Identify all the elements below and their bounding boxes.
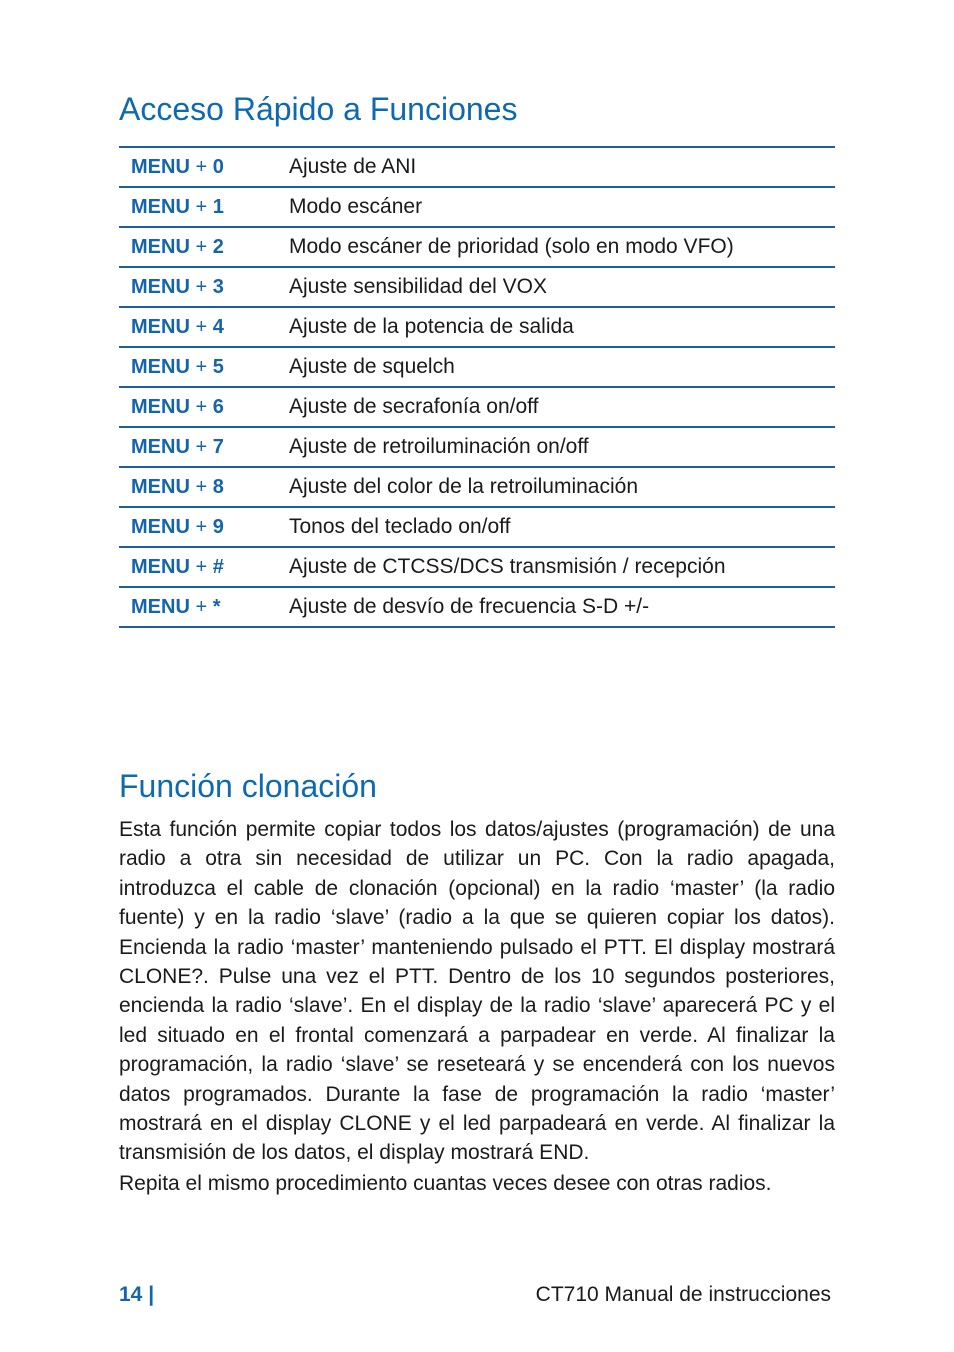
key-number: 5 bbox=[212, 355, 224, 378]
menu-key-label: MENU bbox=[131, 275, 190, 298]
shortcut-description: Ajuste sensibilidad del VOX bbox=[289, 275, 547, 298]
menu-key-label: MENU bbox=[131, 235, 190, 258]
quick-access-title: Acceso Rápido a Funciones bbox=[119, 91, 518, 127]
shortcut-description: Modo escáner de prioridad (solo en modo VFO) bbox=[289, 235, 734, 258]
key-number: 3 bbox=[212, 275, 224, 298]
page-footer bbox=[119, 1283, 835, 1313]
shortcut-key bbox=[119, 596, 278, 619]
plus-sign: + bbox=[189, 355, 213, 378]
key-number: # bbox=[212, 555, 224, 578]
shortcut-row bbox=[119, 548, 835, 588]
shortcut-description: Tonos del teclado on/off bbox=[289, 515, 511, 538]
plus-sign: + bbox=[189, 555, 213, 578]
shortcut-description: Ajuste de la potencia de salida bbox=[289, 315, 574, 338]
shortcut-row bbox=[119, 348, 835, 388]
shortcut-description: Ajuste de secrafonía on/off bbox=[289, 395, 539, 418]
menu-key-label: MENU bbox=[131, 195, 190, 218]
shortcut-key bbox=[119, 276, 278, 299]
menu-key-label: MENU bbox=[131, 155, 190, 178]
shortcut-row bbox=[119, 588, 835, 628]
shortcut-row bbox=[119, 428, 835, 468]
plus-sign: + bbox=[189, 275, 213, 298]
key-number: 1 bbox=[212, 195, 224, 218]
shortcut-description: Ajuste de ANI bbox=[289, 155, 417, 178]
shortcut-row bbox=[119, 468, 835, 508]
shortcut-description: Ajuste del color de la retroiluminación bbox=[289, 475, 639, 498]
shortcut-description: Ajuste de CTCSS/DCS transmisión / recepción bbox=[289, 555, 726, 578]
key-number: * bbox=[212, 595, 221, 618]
menu-key-label: MENU bbox=[131, 355, 190, 378]
shortcut-key bbox=[119, 396, 278, 419]
shortcut-key bbox=[119, 236, 278, 259]
plus-sign: + bbox=[189, 155, 213, 178]
shortcut-key bbox=[119, 476, 278, 499]
menu-key-label: MENU bbox=[131, 435, 190, 458]
plus-sign: + bbox=[189, 435, 213, 458]
key-number: 0 bbox=[212, 155, 224, 178]
shortcut-key bbox=[119, 556, 278, 579]
shortcut-table bbox=[119, 146, 835, 628]
shortcut-row bbox=[119, 268, 835, 308]
shortcut-row bbox=[119, 508, 835, 548]
key-number: 6 bbox=[212, 395, 224, 418]
shortcut-description: Modo escáner bbox=[289, 195, 423, 218]
shortcut-key bbox=[119, 196, 278, 219]
cloning-title: Función clonación bbox=[119, 768, 377, 804]
shortcut-row bbox=[119, 388, 835, 428]
key-number: 9 bbox=[212, 515, 224, 538]
menu-key-label: MENU bbox=[131, 515, 190, 538]
plus-sign: + bbox=[189, 315, 213, 338]
shortcut-row bbox=[119, 228, 835, 268]
shortcut-key bbox=[119, 316, 278, 339]
key-number: 2 bbox=[212, 235, 224, 258]
shortcut-row bbox=[119, 188, 835, 228]
plus-sign: + bbox=[189, 235, 213, 258]
shortcut-row bbox=[119, 148, 835, 188]
shortcut-description: Ajuste de retroiluminación on/off bbox=[289, 435, 589, 458]
plus-sign: + bbox=[189, 195, 213, 218]
manual-name: CT710 Manual de instrucciones bbox=[535, 1283, 831, 1306]
plus-sign: + bbox=[189, 595, 213, 618]
menu-key-label: MENU bbox=[131, 595, 190, 618]
shortcut-key bbox=[119, 156, 278, 179]
shortcut-key bbox=[119, 436, 278, 459]
menu-key-label: MENU bbox=[131, 315, 190, 338]
shortcut-description: Ajuste de desvío de frecuencia S-D +/- bbox=[289, 595, 650, 618]
menu-key-label: MENU bbox=[131, 395, 190, 418]
page-number: 14 | bbox=[119, 1283, 155, 1306]
cloning-closing-line: Repita el mismo procedimiento cuantas veces desee con otras radios. bbox=[119, 1172, 772, 1195]
key-number: 4 bbox=[212, 315, 224, 338]
menu-key-label: MENU bbox=[131, 475, 190, 498]
menu-key-label: MENU bbox=[131, 555, 190, 578]
shortcut-row bbox=[119, 308, 835, 348]
plus-sign: + bbox=[189, 515, 213, 538]
shortcut-key bbox=[119, 356, 278, 379]
plus-sign: + bbox=[189, 475, 213, 498]
key-number: 7 bbox=[212, 435, 224, 458]
cloning-paragraph: Esta función permite copiar todos los datos/ajustes (programación) de una radio a otra sin necesidad de utilizar un PC. Con la radio apagada, introduzca el cable de clonación (opcional) en la radio ‘master’ (la radio fuente) y en la radio ‘slave’ (radio a la que se quieren copiar los datos). Encienda la radio ‘master’ manteniendo pulsado el PTT. El display mostrará CLONE?. Pulse una vez el PTT. Dentro de los 10 segundos posteriores, encienda la radio ‘slave’. En el display de la radio ‘slave’ aparecerá PC y el led situado en el frontal comenzará a parpadear en verde. Al finalizar la programación, la radio ‘slave’ se reseteará y se encenderá con los nuevos datos programados. Durante la fase de programación la radio ‘master’ mostrará en el display CLONE y el led parpadeará en verde. Al finalizar la transmisión de los datos, el display mostrará END. bbox=[119, 818, 835, 1165]
shortcut-key bbox=[119, 516, 278, 539]
shortcut-description: Ajuste de squelch bbox=[289, 355, 455, 378]
plus-sign: + bbox=[189, 395, 213, 418]
key-number: 8 bbox=[212, 475, 224, 498]
